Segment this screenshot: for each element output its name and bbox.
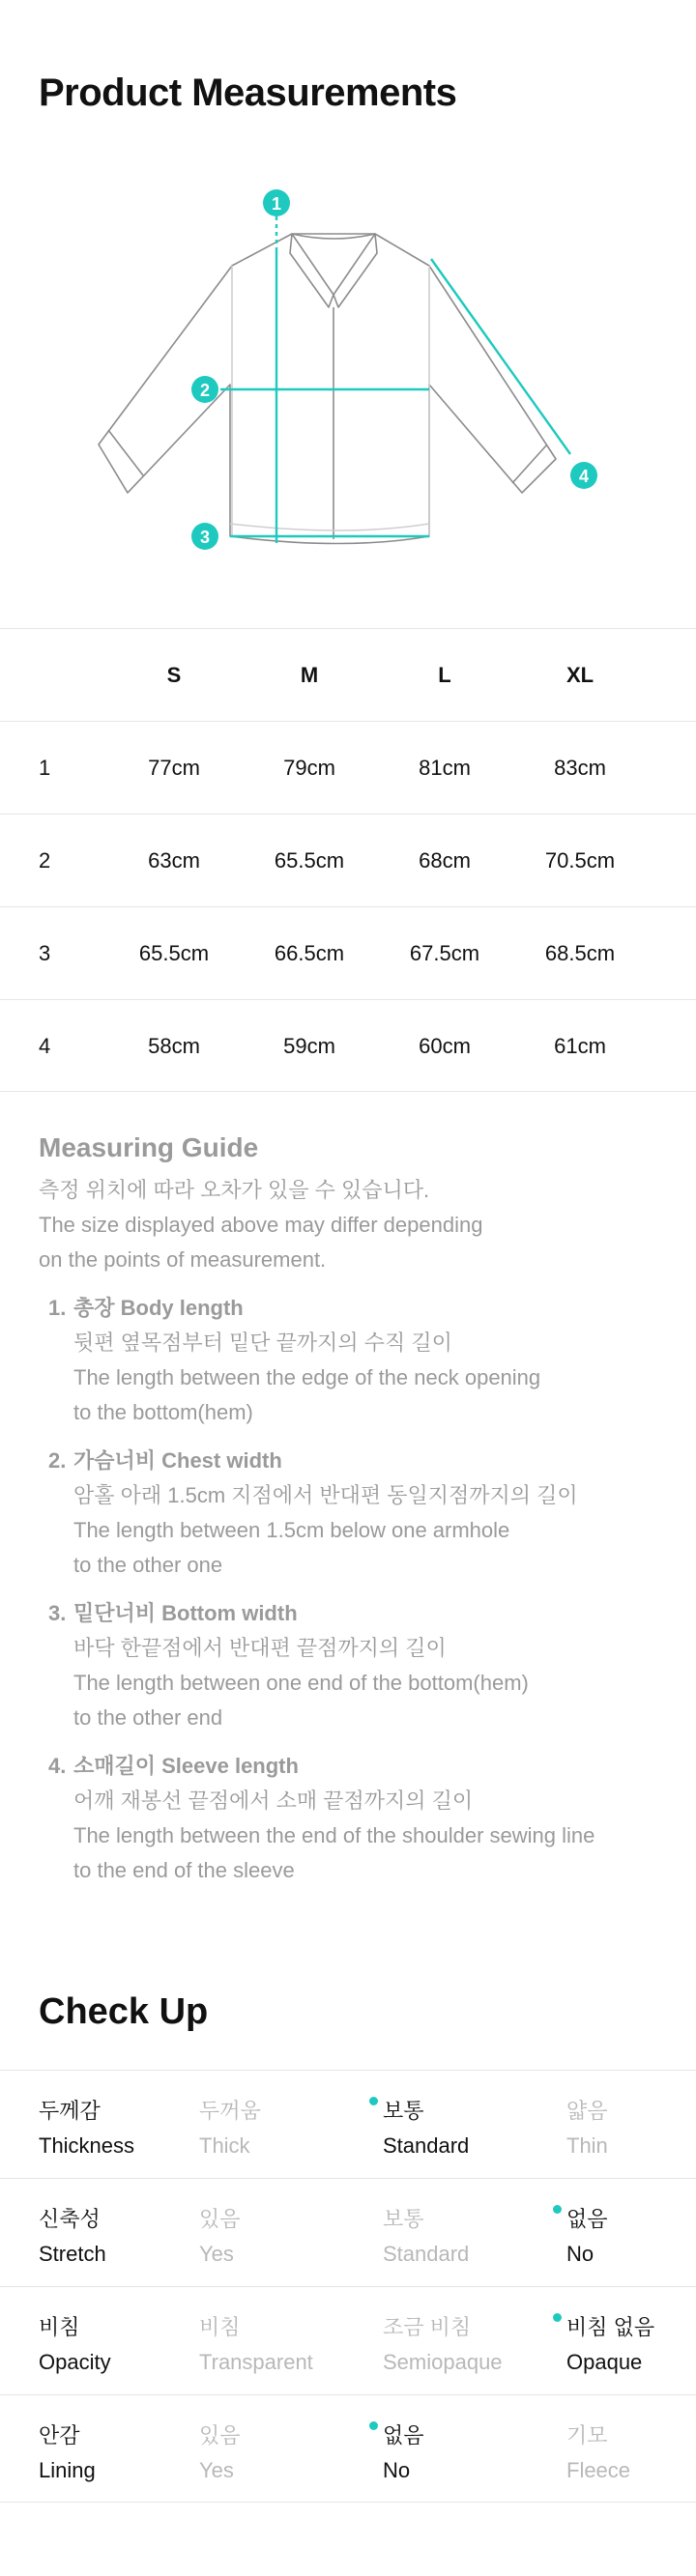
table-cell: 70.5cm <box>544 848 616 873</box>
guide-intro-ko: 측정 위치에 따라 오차가 있을 수 있습니다. <box>39 1178 430 1202</box>
check-option-ko: 얇음 <box>566 2099 608 2123</box>
table-cell: 65.5cm <box>274 848 345 873</box>
check-option-en: Transparent <box>199 2350 313 2374</box>
marker-4-label: 4 <box>578 467 590 486</box>
guide-item-bottom-width <box>39 1596 667 1735</box>
check-row-lining <box>0 2394 696 2503</box>
guide-item-en-1: The length between one end of the bottom(hem) <box>73 1671 529 1695</box>
table-cell: 58cm <box>148 1034 200 1058</box>
check-option <box>566 2094 608 2163</box>
check-option-selected <box>383 2094 469 2163</box>
guide-item-en-2: to the other one <box>73 1553 223 1577</box>
check-option <box>199 2202 241 2272</box>
measure-lines <box>220 216 570 543</box>
check-option-ko: 있음 <box>199 2423 241 2447</box>
guide-title: Measuring Guide <box>39 1132 259 1162</box>
guide-intro-en-2: on the points of measurement. <box>39 1247 327 1272</box>
guide-item-heading: 총장 Body length <box>73 1296 244 1320</box>
table-cell: 61cm <box>554 1034 606 1058</box>
check-label-ko: 두께감 <box>39 2099 101 2123</box>
check-option-ko: 보통 <box>383 2207 424 2231</box>
size-table-header <box>0 628 696 721</box>
guide-item-number: 2. <box>48 1448 67 1473</box>
table-row <box>0 906 696 999</box>
table-cell: 68.5cm <box>544 941 616 965</box>
check-row-label <box>39 2310 111 2380</box>
guide-item-body-length <box>39 1291 667 1430</box>
check-option-en: Standard <box>383 2133 470 2158</box>
check-option-selected <box>383 2419 424 2488</box>
row-label: 4 <box>39 1034 51 1058</box>
check-option-ko: 있음 <box>199 2207 241 2231</box>
check-label-ko: 안감 <box>39 2423 80 2447</box>
guide-item-en-2: to the other end <box>73 1705 223 1730</box>
check-up-table <box>0 2070 696 2503</box>
size-header-l: L <box>438 663 451 687</box>
check-label-ko: 신축성 <box>39 2207 101 2231</box>
marker-2-label: 2 <box>199 381 211 400</box>
table-cell: 68cm <box>419 848 471 873</box>
check-option <box>199 2310 313 2380</box>
check-option-en: Opaque <box>566 2350 643 2374</box>
guide-item-en-1: The length between the edge of the neck opening <box>73 1365 541 1389</box>
row-label: 2 <box>39 848 51 873</box>
guide-item-heading: 밑단너비 Bottom width <box>73 1601 298 1625</box>
check-option-en: No <box>566 2242 594 2266</box>
check-option-en: No <box>383 2458 411 2482</box>
check-option <box>199 2419 241 2488</box>
check-option <box>566 2419 630 2488</box>
guide-item-en-2: to the bottom(hem) <box>73 1400 253 1424</box>
check-label-en: Lining <box>39 2458 96 2482</box>
table-row <box>0 721 696 814</box>
check-option-ko: 없음 <box>566 2207 608 2231</box>
table-cell: 59cm <box>283 1034 335 1058</box>
marker-1-label: 1 <box>271 194 282 214</box>
guide-item-sleeve-length <box>39 1749 667 1888</box>
shirt-measurement-diagram <box>0 164 696 570</box>
table-cell: 66.5cm <box>274 941 345 965</box>
selected-dot-icon <box>369 2421 378 2430</box>
check-option-selected <box>566 2202 608 2272</box>
guide-item-heading: 소매길이 Sleeve length <box>73 1754 299 1778</box>
table-cell: 81cm <box>419 756 471 780</box>
check-option-ko: 없음 <box>383 2423 424 2447</box>
guide-item-en-2: to the end of the sleeve <box>73 1858 295 1882</box>
marker-4 <box>570 462 597 489</box>
table-cell: 65.5cm <box>138 941 210 965</box>
check-up-title: Check Up <box>39 1991 209 2032</box>
selected-dot-icon <box>553 2313 562 2322</box>
guide-item-ko: 어깨 재봉선 끝점에서 소매 끝점까지의 길이 <box>73 1789 474 1813</box>
table-cell: 60cm <box>419 1034 471 1058</box>
guide-list <box>39 1291 667 1888</box>
check-option-en: Semiopaque <box>383 2350 503 2374</box>
check-option-ko: 조금 비침 <box>383 2315 472 2339</box>
check-option-en: Thick <box>199 2133 250 2158</box>
guide-item-en-1: The length between 1.5cm below one armhole <box>73 1518 510 1542</box>
check-option-en: Yes <box>199 2458 234 2482</box>
guide-item-ko: 암홀 아래 1.5cm 지점에서 반대편 동일지점까지의 길이 <box>73 1483 578 1507</box>
guide-item-chest-width <box>39 1444 667 1583</box>
check-label-en: Thickness <box>39 2133 135 2158</box>
row-label: 1 <box>39 756 51 780</box>
check-row-thickness <box>0 2070 696 2178</box>
selected-dot-icon <box>553 2205 562 2214</box>
page-title: Product Measurements <box>39 72 457 114</box>
check-option-ko: 비침 <box>199 2315 241 2339</box>
check-row-label <box>39 2094 134 2163</box>
row-label: 3 <box>39 941 51 965</box>
check-option-ko: 기모 <box>566 2423 608 2447</box>
table-cell: 63cm <box>148 848 200 873</box>
check-option <box>383 2310 503 2380</box>
size-header-m: M <box>300 663 319 687</box>
check-row-label <box>39 2419 96 2488</box>
check-label-en: Stretch <box>39 2242 106 2266</box>
check-option <box>199 2094 261 2163</box>
check-option-en: Yes <box>199 2242 234 2266</box>
check-row-stretch <box>0 2178 696 2286</box>
check-row-label <box>39 2202 106 2272</box>
table-row <box>0 999 696 1092</box>
marker-1 <box>263 189 290 216</box>
check-label-en: Opacity <box>39 2350 111 2374</box>
check-row-opacity <box>0 2286 696 2394</box>
size-table <box>0 628 696 1092</box>
check-option-en: Standard <box>383 2242 470 2266</box>
measure-markers <box>191 189 597 550</box>
guide-item-en-1: The length between the end of the shoulder sewing line <box>73 1823 595 1847</box>
guide-item-number: 4. <box>48 1754 67 1778</box>
marker-3 <box>191 523 218 550</box>
table-row <box>0 814 696 906</box>
marker-2 <box>191 376 218 403</box>
guide-item-ko: 뒷편 옆목점부터 밑단 끝까지의 수직 길이 <box>73 1331 452 1355</box>
table-cell: 79cm <box>283 756 335 780</box>
table-cell: 77cm <box>148 756 200 780</box>
table-cell: 83cm <box>554 756 606 780</box>
check-option-en: Fleece <box>566 2458 631 2482</box>
check-option-ko: 두꺼움 <box>199 2099 261 2123</box>
guide-item-number: 3. <box>48 1601 67 1625</box>
marker-3-label: 3 <box>199 528 211 547</box>
check-label-ko: 비침 <box>39 2315 80 2339</box>
check-option <box>383 2202 469 2272</box>
guide-item-ko: 바닥 한끝점에서 반대편 끝점까지의 길이 <box>73 1636 447 1660</box>
guide-intro-en-1: The size displayed above may differ depending <box>39 1213 483 1237</box>
guide-item-number: 1. <box>48 1296 67 1320</box>
size-header-xl: XL <box>566 663 594 687</box>
check-option-ko: 비침 없음 <box>566 2315 655 2339</box>
check-option-ko: 보통 <box>383 2099 424 2123</box>
check-option-en: Thin <box>566 2133 608 2158</box>
selected-dot-icon <box>369 2097 378 2105</box>
table-cell: 67.5cm <box>409 941 480 965</box>
measuring-guide <box>39 1129 667 1902</box>
guide-item-heading: 가슴너비 Chest width <box>73 1448 282 1473</box>
check-option-selected <box>566 2310 654 2380</box>
size-header-s: S <box>166 663 182 687</box>
